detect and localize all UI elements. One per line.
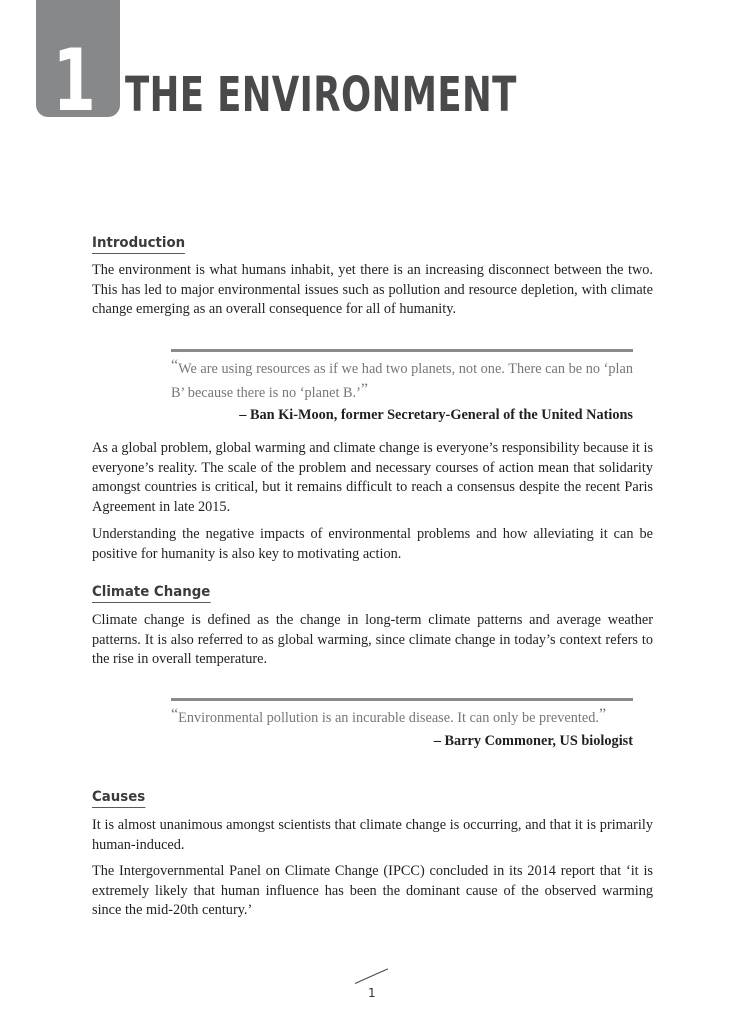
pull-quote-ban-ki-moon [171, 349, 633, 425]
pull-quote-barry-commoner [171, 698, 633, 751]
page-number: 1 [368, 986, 376, 1000]
climate-change-paragraph-1: Climate change is defined as the change in long-term climate patterns and average weather patterns. It is also referred to as global warming, since climate change in today’s context refers to the rise in overall temperature. [92, 612, 653, 667]
section-heading-causes: Causes [92, 788, 145, 808]
chapter-number: 1 [52, 31, 95, 131]
intro-paragraph-1: The environment is what humans inhabit, yet there is an increasing disconnect between the two. This has led to major environmental issues such as pollution and resource depletion, with climate change emerging as an overall consequence for all of humanity. [92, 262, 653, 317]
quote-attribution: – Barry Commoner, US biologist [433, 732, 633, 749]
section-heading-climate-change: Climate Change [92, 583, 210, 603]
close-quote-mark: ” [598, 706, 607, 723]
intro-paragraph-3: Understanding the negative impacts of environmental problems and how alleviating it can be positive for humanity is also key to motivating action. [92, 526, 653, 562]
page-number-divider [355, 968, 388, 984]
quote-attribution: – Ban Ki-Moon, former Secretary-General of the United Nations [239, 407, 633, 423]
open-quote-mark: “ [171, 706, 179, 723]
open-quote-mark: “ [171, 357, 179, 374]
quote-text [171, 705, 633, 729]
section-heading-introduction: Introduction [92, 234, 185, 254]
causes-paragraph-1: It is almost unanimous amongst scientists that climate change is occurring, and that it is primarily human-induced. [92, 817, 653, 853]
causes-paragraph-2: The Intergovernmental Panel on Climate Change (IPCC) concluded in its 2014 report that ‘it is extremely likely that human influence has been the dominant cause of the observed warming since the mid-20th century.’ [92, 863, 653, 918]
quote-text [171, 356, 633, 403]
close-quote-mark: ” [360, 380, 369, 398]
chapter-title: THE ENVIRONMENT [125, 67, 517, 123]
intro-paragraph-2: As a global problem, global warming and climate change is everyone’s responsibility because it is everyone’s reality. The scale of the problem and necessary courses of action mean that solidarity amongst countries is critical, but it remains difficult to reach a consensus despite the recent Paris Agreement in late 2015. [92, 440, 654, 515]
quote-body: Environmental pollution is an incurable disease. It can only be prevented. [178, 710, 599, 726]
quote-body: We are using resources as if we had two planets, not one. There can be no ‘plan B’ because there is no ‘planet B.’ [171, 361, 633, 401]
